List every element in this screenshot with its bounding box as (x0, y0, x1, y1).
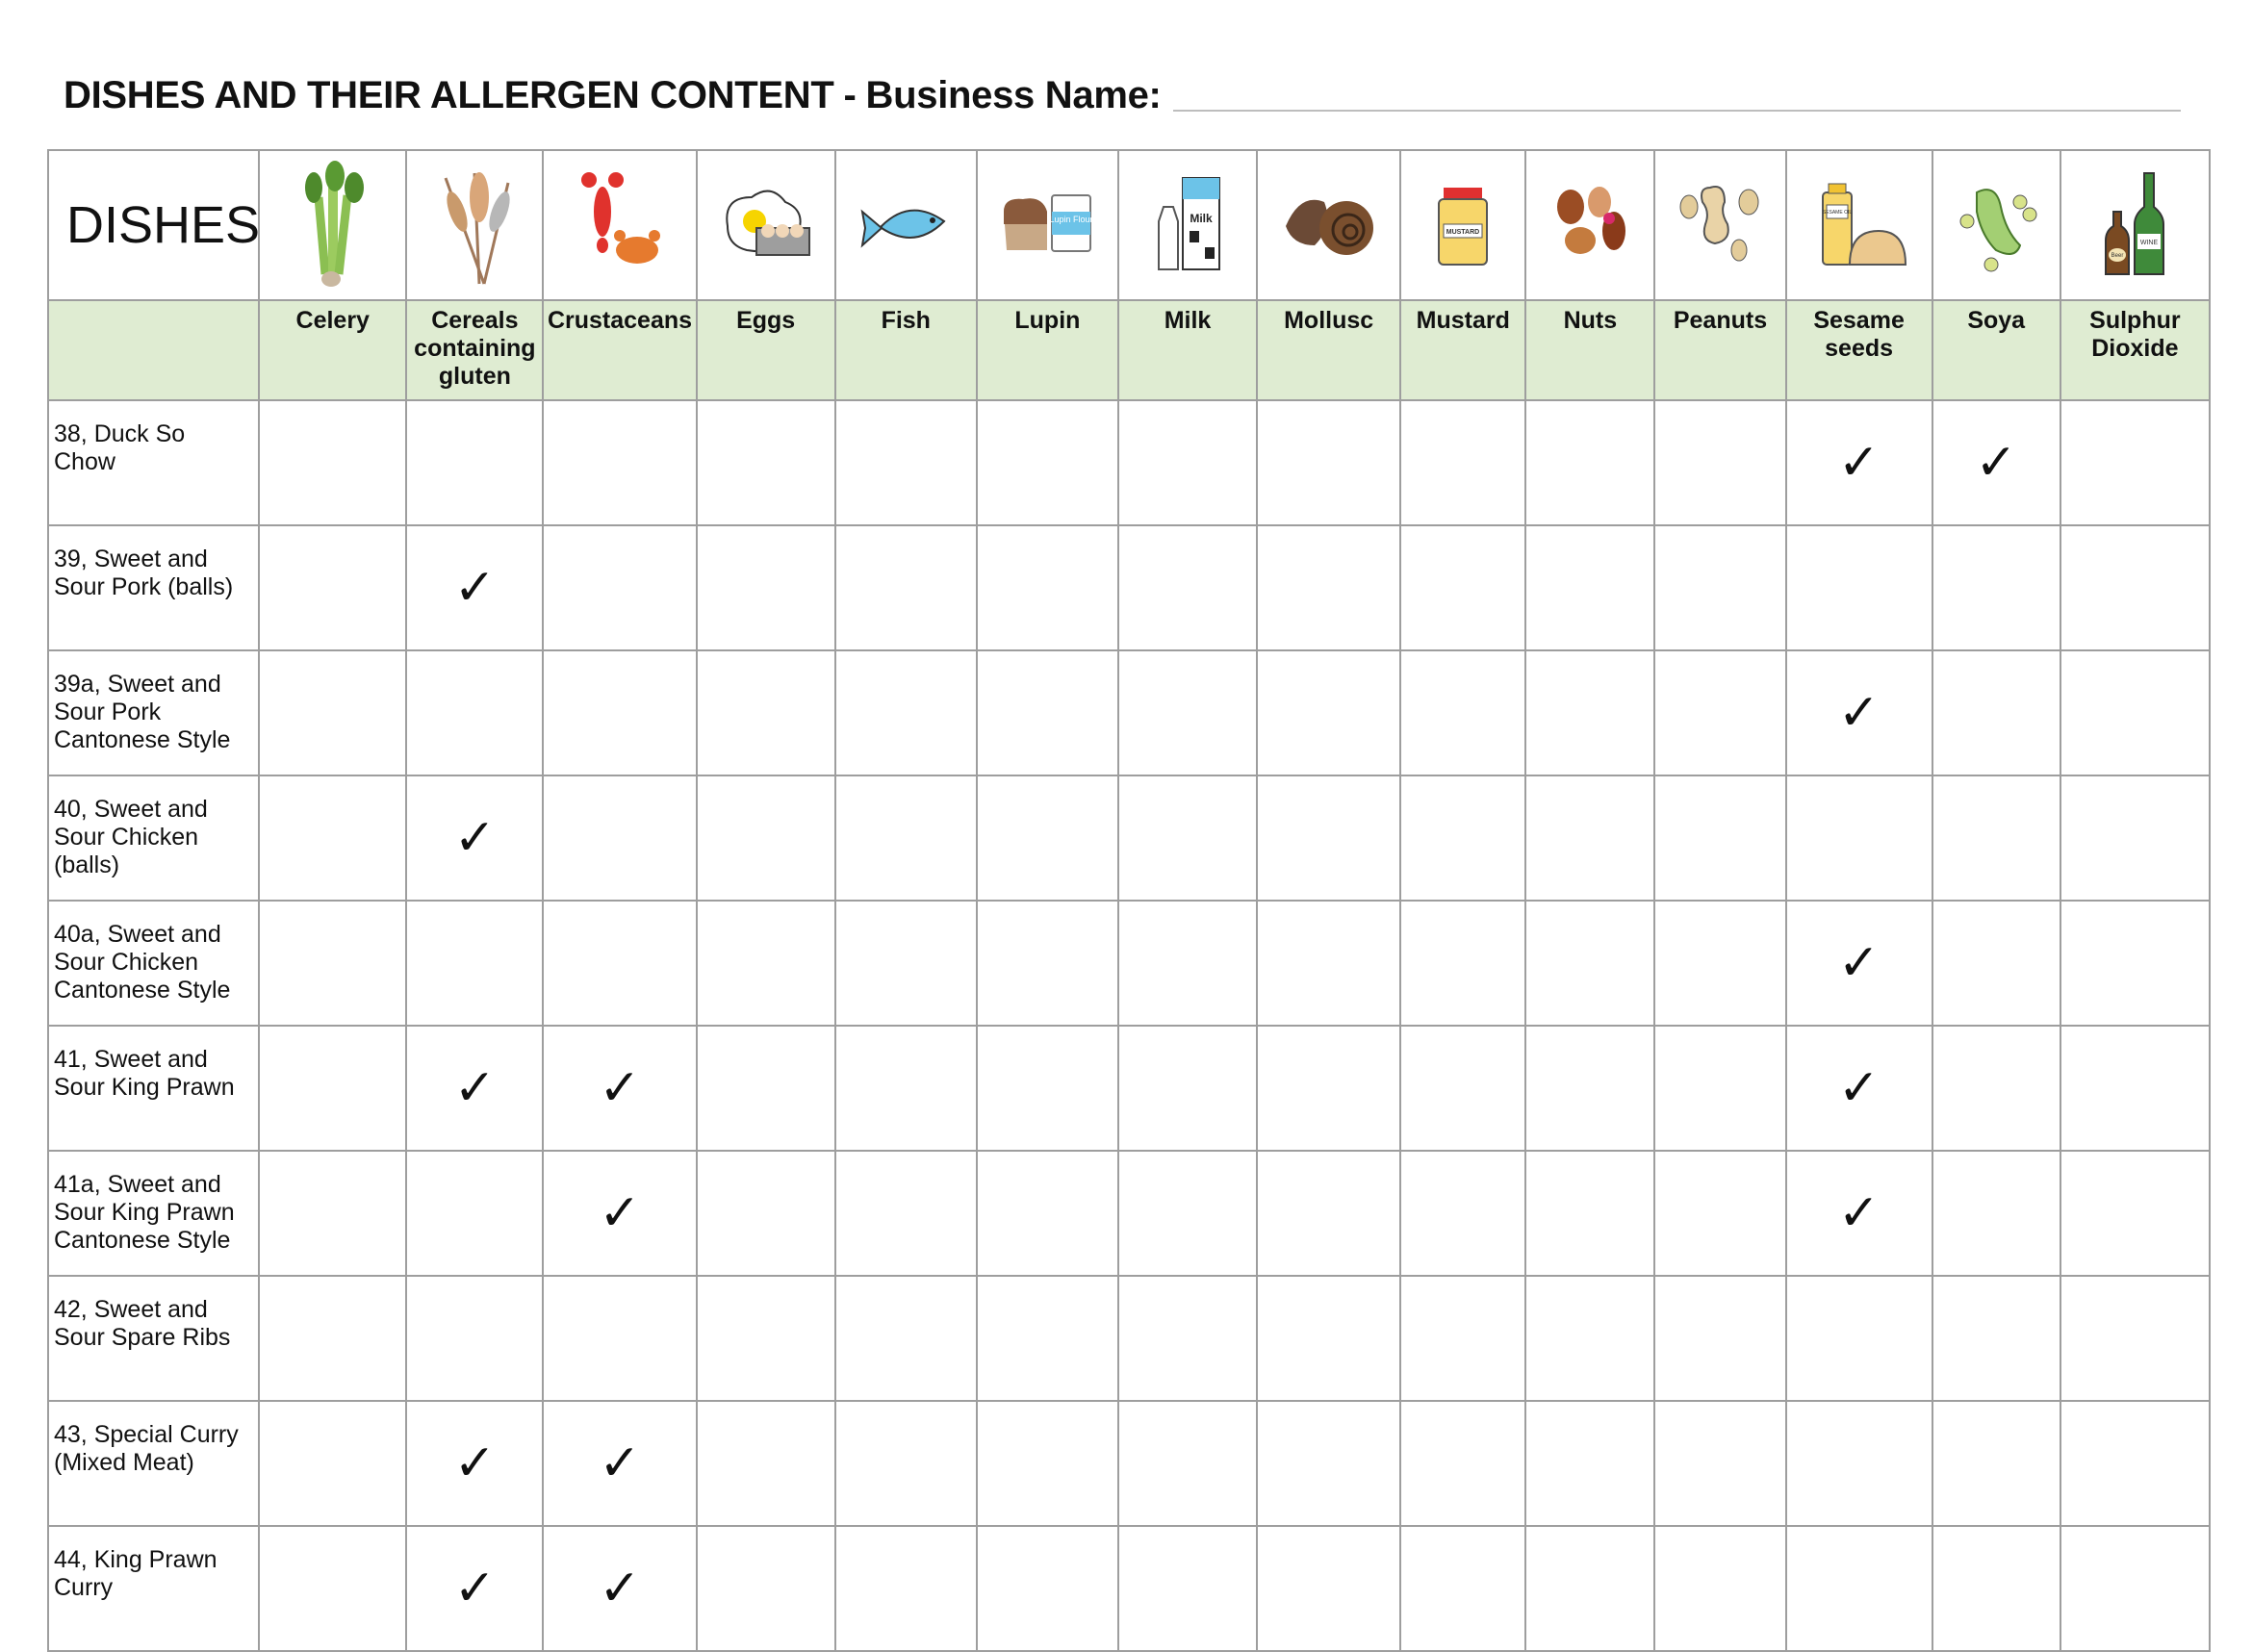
allergen-cell[interactable] (1400, 525, 1525, 650)
allergen-cell[interactable] (697, 901, 835, 1026)
eggs-icon-cell (697, 150, 835, 300)
allergen-cell[interactable] (259, 1026, 406, 1151)
allergen-cell[interactable] (543, 1276, 696, 1401)
allergen-cell[interactable] (1118, 1526, 1257, 1651)
allergen-label: Celery (259, 300, 406, 400)
check-mark-icon: ✓ (599, 1560, 641, 1617)
allergen-cell[interactable] (697, 650, 835, 775)
soya-icon (1948, 159, 2044, 292)
table-row (48, 400, 2210, 525)
check-mark-icon: ✓ (453, 1560, 497, 1617)
allergen-cell[interactable] (1932, 525, 2060, 650)
allergen-cell[interactable] (406, 400, 543, 525)
title-separator: - (843, 74, 857, 116)
allergen-cell[interactable] (1654, 1151, 1785, 1276)
allergen-names-row (48, 300, 2210, 400)
allergen-cell[interactable] (1786, 775, 1932, 901)
allergen-cell[interactable] (1400, 1151, 1525, 1276)
eggs-icon (718, 159, 814, 292)
allergen-label: Sulphur Dioxide (2060, 300, 2210, 400)
allergen-label: Eggs (697, 300, 835, 400)
allergen-cell[interactable] (977, 1526, 1118, 1651)
allergen-cell[interactable] (1525, 1276, 1654, 1401)
check-mark-icon: ✓ (453, 1435, 497, 1492)
allergen-cell[interactable] (1654, 901, 1785, 1026)
celery-icon-cell (259, 150, 406, 300)
allergen-cell[interactable] (1400, 1276, 1525, 1401)
allergen-cell[interactable] (1786, 1151, 1932, 1276)
table-row (48, 525, 2210, 650)
allergen-cell[interactable] (1118, 1026, 1257, 1151)
icon-row (48, 150, 2210, 300)
allergen-cell[interactable] (1400, 1401, 1525, 1526)
allergen-cell[interactable] (1786, 1026, 1932, 1151)
allergen-label: Mustard (1400, 300, 1525, 400)
cereals-icon (426, 159, 523, 292)
allergen-cell[interactable] (1525, 775, 1654, 901)
milk-icon-cell (1118, 150, 1257, 300)
dish-name: 44, King Prawn Curry (48, 1526, 259, 1651)
cereals-icon-cell (406, 150, 543, 300)
celery-icon (285, 159, 381, 292)
allergen-cell[interactable] (1654, 400, 1785, 525)
allergen-cell[interactable] (835, 1026, 977, 1151)
allergen-cell[interactable] (1654, 1276, 1785, 1401)
allergen-cell[interactable] (697, 1526, 835, 1651)
check-mark-icon: ✓ (1837, 934, 1881, 992)
check-mark-icon: ✓ (1837, 1059, 1881, 1117)
allergen-label: Peanuts (1654, 300, 1785, 400)
allergen-label: Nuts (1525, 300, 1654, 400)
allergen-cell[interactable] (977, 650, 1118, 775)
allergen-cell[interactable] (835, 650, 977, 775)
allergen-cell[interactable] (1257, 1276, 1400, 1401)
allergen-cell[interactable] (1400, 400, 1525, 525)
allergen-cell[interactable] (406, 775, 543, 901)
allergen-cell[interactable] (835, 901, 977, 1026)
allergen-cell[interactable] (543, 525, 696, 650)
business-name-field[interactable] (1173, 109, 2181, 112)
lupin-icon-cell (977, 150, 1118, 300)
allergen-cell[interactable] (406, 1526, 543, 1651)
allergen-cell[interactable] (1525, 1151, 1654, 1276)
allergen-cell[interactable] (406, 1401, 543, 1526)
allergen-cell[interactable] (259, 525, 406, 650)
allergen-cell[interactable] (977, 1276, 1118, 1401)
title-main: DISHES AND THEIR ALLERGEN CONTENT (64, 74, 834, 116)
allergen-cell[interactable] (1525, 525, 1654, 650)
allergen-label: Mollusc (1257, 300, 1400, 400)
page-title (64, 60, 2181, 117)
mustard-icon-cell (1400, 150, 1525, 300)
allergen-cell[interactable] (1525, 901, 1654, 1026)
allergen-cell[interactable] (835, 1276, 977, 1401)
mustard-jar-text: MUSTARD (1446, 229, 1480, 236)
allergen-cell[interactable] (1257, 400, 1400, 525)
allergen-cell[interactable] (1257, 1151, 1400, 1276)
allergen-cell[interactable] (259, 1401, 406, 1526)
allergen-cell[interactable] (1118, 400, 1257, 525)
sesame-icon-cell (1786, 150, 1932, 300)
lupin-bag-text: Lupin Flour (1049, 215, 1093, 224)
allergen-cell[interactable] (1654, 1526, 1785, 1651)
allergen-cell[interactable] (1786, 1526, 1932, 1651)
allergen-cell[interactable] (697, 525, 835, 650)
allergen-cell[interactable] (1400, 1026, 1525, 1151)
fish-icon (857, 159, 954, 292)
allergen-cell[interactable] (835, 1526, 977, 1651)
nuts-icon-cell (1525, 150, 1654, 300)
allergen-cell[interactable] (1525, 400, 1654, 525)
allergen-cell[interactable] (1654, 1026, 1785, 1151)
allergen-label: Sesame seeds (1786, 300, 1932, 400)
allergen-cell[interactable] (697, 1026, 835, 1151)
allergen-cell[interactable] (1932, 1401, 2060, 1526)
sulphur-dioxide-icon-cell (2060, 150, 2210, 300)
milk-icon (1139, 159, 1236, 292)
allergen-cell[interactable] (1400, 775, 1525, 901)
allergen-cell[interactable] (543, 1026, 696, 1151)
dish-name: 42, Sweet and Sour Spare Ribs (48, 1276, 259, 1401)
allergen-cell[interactable] (2060, 650, 2210, 775)
dish-name: 39, Sweet and Sour Pork (balls) (48, 525, 259, 650)
allergen-cell[interactable] (697, 1151, 835, 1276)
allergen-cell[interactable] (406, 901, 543, 1026)
allergen-cell[interactable] (835, 1151, 977, 1276)
check-mark-icon: ✓ (1837, 434, 1881, 492)
allergen-cell[interactable] (259, 1151, 406, 1276)
allergen-cell[interactable] (2060, 525, 2210, 650)
dish-name: 43, Special Curry (Mixed Meat) (48, 1401, 259, 1526)
allergen-cell[interactable] (1654, 775, 1785, 901)
business-name-label: Business Name: (865, 74, 1162, 116)
allergen-cell[interactable] (1932, 1026, 2060, 1151)
allergen-label: Soya (1932, 300, 2060, 400)
table-row (48, 1526, 2210, 1651)
allergen-cell[interactable] (1654, 1401, 1785, 1526)
check-mark-icon: ✓ (453, 559, 497, 617)
allergen-cell[interactable] (2060, 1026, 2210, 1151)
allergen-cell[interactable] (406, 1026, 543, 1151)
sesame-bottle-text: SESAME OIL (1822, 210, 1852, 216)
allergen-cell[interactable] (1525, 1026, 1654, 1151)
check-mark-icon: ✓ (599, 1184, 641, 1242)
allergen-cell[interactable] (1118, 1151, 1257, 1276)
crustaceans-icon (572, 159, 668, 292)
soya-icon-cell (1932, 150, 2060, 300)
allergen-cell[interactable] (2060, 1151, 2210, 1276)
blank-header-cell (48, 300, 259, 400)
allergen-cell[interactable] (697, 1276, 835, 1401)
sesame-icon (1811, 159, 1907, 292)
allergen-cell[interactable] (1932, 650, 2060, 775)
allergen-cell[interactable] (1525, 1401, 1654, 1526)
allergen-cell[interactable] (697, 775, 835, 901)
allergen-cell[interactable] (1118, 525, 1257, 650)
table-row (48, 775, 2210, 901)
allergen-cell[interactable] (1257, 1401, 1400, 1526)
allergen-cell[interactable] (543, 1526, 696, 1651)
allergen-cell[interactable] (697, 1401, 835, 1526)
allergen-cell[interactable] (406, 650, 543, 775)
allergen-cell[interactable] (2060, 1526, 2210, 1651)
allergen-label: Lupin (977, 300, 1118, 400)
allergen-cell[interactable] (543, 1151, 696, 1276)
dish-name: 40, Sweet and Sour Chicken (balls) (48, 775, 259, 901)
allergen-cell[interactable] (259, 400, 406, 525)
allergen-cell[interactable] (1786, 525, 1932, 650)
allergen-cell[interactable] (835, 400, 977, 525)
beer-bottle-text: Beer (2111, 253, 2124, 259)
peanuts-icon-cell (1654, 150, 1785, 300)
allergen-cell[interactable] (2060, 775, 2210, 901)
allergen-cell[interactable] (1654, 650, 1785, 775)
allergen-cell[interactable] (1400, 901, 1525, 1026)
check-mark-icon: ✓ (453, 1059, 497, 1117)
table-row (48, 650, 2210, 775)
lupin-icon (999, 159, 1095, 292)
allergen-cell[interactable] (977, 1401, 1118, 1526)
allergen-cell[interactable] (1932, 1526, 2060, 1651)
allergen-cell[interactable] (543, 1401, 696, 1526)
mustard-icon (1415, 159, 1511, 292)
dish-name: 41a, Sweet and Sour King Prawn Cantonese Style (48, 1151, 259, 1276)
allergen-cell[interactable] (697, 400, 835, 525)
allergen-cell[interactable] (2060, 1401, 2210, 1526)
allergen-cell[interactable] (2060, 400, 2210, 525)
allergen-cell[interactable] (1525, 1526, 1654, 1651)
check-mark-icon: ✓ (1837, 1184, 1881, 1242)
check-mark-icon: ✓ (599, 1059, 641, 1117)
wine-bottle-text: WINE (2140, 240, 2159, 246)
dish-name: 40a, Sweet and Sour Chicken Cantonese Style (48, 901, 259, 1026)
allergen-cell[interactable] (259, 650, 406, 775)
allergen-cell[interactable] (1400, 1526, 1525, 1651)
allergen-cell[interactable] (1786, 901, 1932, 1026)
allergen-cell[interactable] (977, 775, 1118, 901)
allergen-cell[interactable] (1786, 650, 1932, 775)
allergen-cell[interactable] (1525, 650, 1654, 775)
table-row (48, 1026, 2210, 1151)
check-mark-icon: ✓ (1975, 434, 2017, 492)
allergen-cell[interactable] (1932, 901, 2060, 1026)
allergen-label: Crustaceans (543, 300, 696, 400)
allergen-cell[interactable] (1654, 525, 1785, 650)
allergen-cell[interactable] (406, 1151, 543, 1276)
allergen-cell[interactable] (1257, 775, 1400, 901)
nuts-icon (1542, 159, 1638, 292)
allergen-cell[interactable] (543, 650, 696, 775)
allergen-cell[interactable] (406, 525, 543, 650)
allergen-cell[interactable] (835, 775, 977, 901)
milk-carton-text: Milk (1190, 212, 1213, 225)
allergen-cell[interactable] (543, 400, 696, 525)
allergen-cell[interactable] (1257, 1026, 1400, 1151)
allergen-cell[interactable] (2060, 1276, 2210, 1401)
allergen-label: Fish (835, 300, 977, 400)
check-mark-icon: ✓ (1837, 684, 1881, 742)
sulphur-dioxide-icon (2086, 159, 2183, 292)
table-row (48, 1401, 2210, 1526)
allergen-cell[interactable] (1257, 525, 1400, 650)
allergen-cell[interactable] (1932, 1276, 2060, 1401)
allergen-cell[interactable] (1786, 400, 1932, 525)
allergen-cell[interactable] (977, 1151, 1118, 1276)
dishes-header: DISHES (48, 150, 259, 300)
dish-name: 41, Sweet and Sour King Prawn (48, 1026, 259, 1151)
allergen-cell[interactable] (1118, 1401, 1257, 1526)
mollusc-icon-cell (1257, 150, 1400, 300)
allergen-cell[interactable] (1118, 1276, 1257, 1401)
allergen-cell[interactable] (1932, 775, 2060, 901)
table-row (48, 901, 2210, 1026)
table-row (48, 1151, 2210, 1276)
allergen-table (47, 149, 2211, 1652)
check-mark-icon: ✓ (599, 1435, 641, 1492)
allergen-label: Cereals containing gluten (406, 300, 543, 400)
allergen-cell[interactable] (259, 775, 406, 901)
allergen-cell[interactable] (835, 1401, 977, 1526)
allergen-cell[interactable] (1400, 650, 1525, 775)
allergen-cell[interactable] (543, 901, 696, 1026)
dish-name: 38, Duck So Chow (48, 400, 259, 525)
fish-icon-cell (835, 150, 977, 300)
dish-name: 39a, Sweet and Sour Pork Cantonese Style (48, 650, 259, 775)
allergen-cell[interactable] (1118, 901, 1257, 1026)
allergen-cell[interactable] (1257, 901, 1400, 1026)
allergen-cell[interactable] (977, 525, 1118, 650)
allergen-cell[interactable] (1932, 1151, 2060, 1276)
allergen-cell[interactable] (1118, 650, 1257, 775)
mollusc-icon (1281, 159, 1377, 292)
table-row (48, 1276, 2210, 1401)
allergen-label: Milk (1118, 300, 1257, 400)
allergen-cell[interactable] (977, 1026, 1118, 1151)
allergen-cell[interactable] (835, 525, 977, 650)
allergen-cell[interactable] (1786, 1276, 1932, 1401)
allergen-cell[interactable] (1786, 1401, 1932, 1526)
allergen-cell[interactable] (2060, 901, 2210, 1026)
allergen-cell[interactable] (1932, 400, 2060, 525)
allergen-cell[interactable] (1257, 1526, 1400, 1651)
allergen-cell[interactable] (977, 400, 1118, 525)
allergen-cell[interactable] (977, 901, 1118, 1026)
allergen-cell[interactable] (406, 1276, 543, 1401)
allergen-cell[interactable] (259, 1526, 406, 1651)
allergen-cell[interactable] (259, 901, 406, 1026)
allergen-cell[interactable] (1257, 650, 1400, 775)
peanuts-icon (1672, 159, 1768, 292)
allergen-cell[interactable] (259, 1276, 406, 1401)
check-mark-icon: ✓ (453, 809, 497, 867)
allergen-cell[interactable] (1118, 775, 1257, 901)
crustaceans-icon-cell (543, 150, 696, 300)
allergen-cell[interactable] (543, 775, 696, 901)
